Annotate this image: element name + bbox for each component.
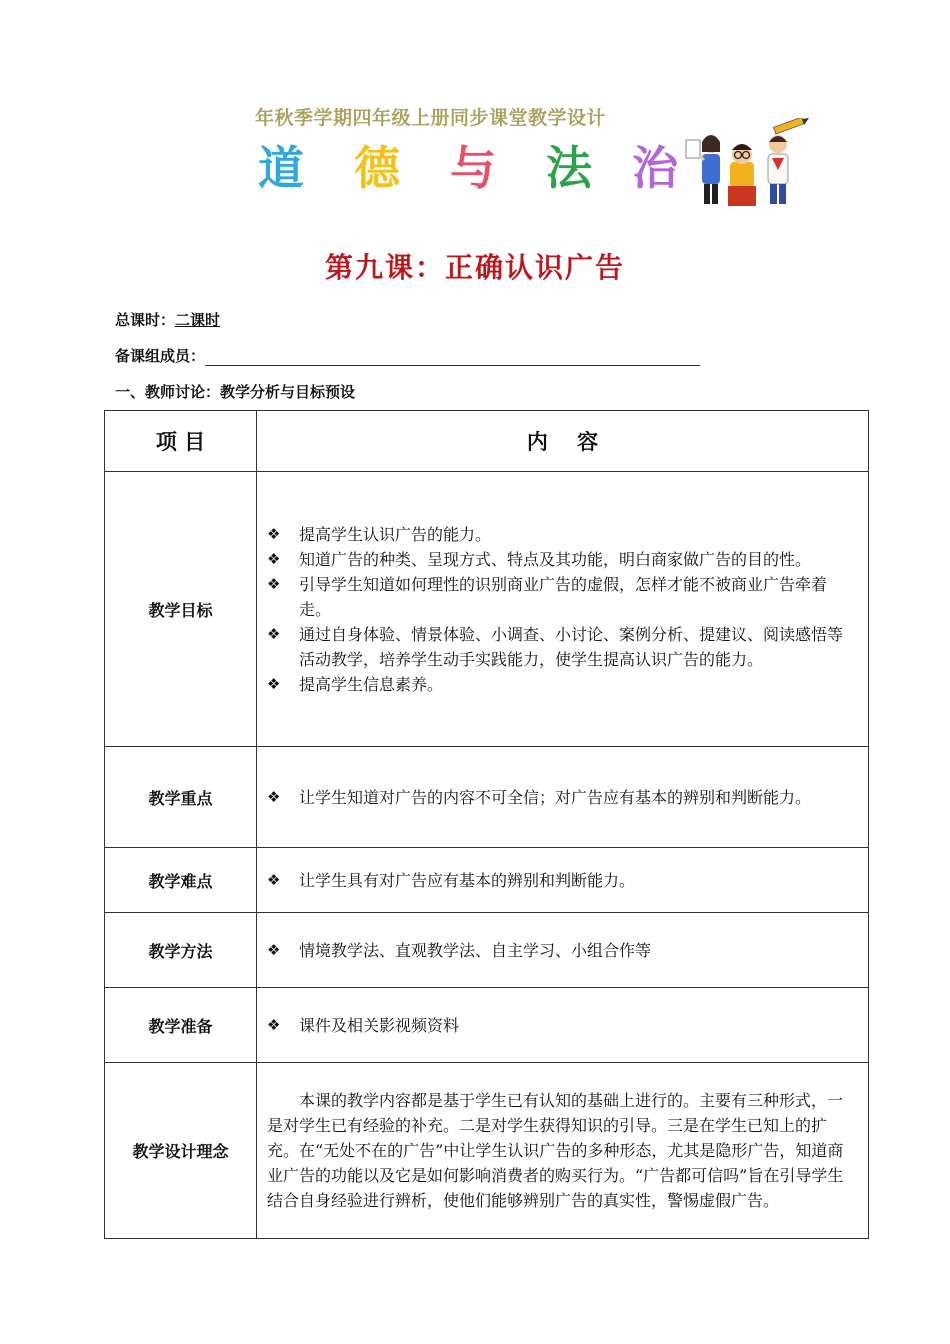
list-item: ❖ 提高学生信息素养。 [267,672,854,697]
table-row [105,848,869,913]
total-hours [115,309,220,330]
list-item: ❖ 知道广告的种类、呈现方式、特点及其功能，明白商家做广告的目的性。 [267,547,854,572]
diamond-bullet-icon: ❖ [267,549,281,568]
list-item: ❖ 让学生具有对广告应有基本的辨别和判断能力。 [267,868,854,893]
diamond-bullet-icon: ❖ [267,624,281,643]
list-item: ❖ 情境教学法、直观教学法、自主学习、小组合作等 [267,938,854,963]
row-label: 教学准备 [105,988,257,1063]
subject-title [258,140,698,200]
table-row [105,472,869,747]
row-label: 教学目标 [105,472,257,747]
list-item: ❖ 通过自身体验、情景体验、小调查、小讨论、案例分析、提建议、阅读感悟等活动教学，培养学生动手实践能力，使学生提高认识广告的能力。 [267,622,854,672]
table-row [105,1063,869,1239]
bullet-list [267,522,854,697]
list-item: ❖ 让学生知道对广告的内容不可全信；对广告应有基本的辨别和判断能力。 [267,785,854,810]
row-label: 教学难点 [105,848,257,913]
subject-char: 德 [354,141,400,195]
diamond-bullet-icon: ❖ [267,574,281,593]
students-illustration [680,118,810,210]
diamond-bullet-icon: ❖ [267,787,281,806]
table-row [105,988,869,1063]
bullet-list [267,868,854,893]
list-item: ❖ 引导学生知道如何理性的识别商业广告的虚假，怎样才能不被商业广告牵着走。 [267,572,854,622]
header-content: 内 容 [257,411,869,472]
subject-char: 法 [546,141,592,195]
total-hours-label: 总课时： [115,311,176,329]
bullet-list [267,1013,854,1038]
header-item: 项 目 [105,411,257,472]
row-label: 教学重点 [105,747,257,848]
design-philosophy-text: 本课的教学内容都是基于学生已有认知的基础上进行的。主要有三种形式，一是对学生已有经验的补充。二是对学生获得知识的引导。三是在学生已知上的扩充。在“无处不在的广告”中让学生认识广告的多种形态，尤其是隐形广告，知道商业广告的功能以及它是如何影响消费者的购买行为。“广告都可信吗”旨在引导学生结合自身经验进行辨析，使他们能够辨别广告的真实性，警惕虚假广告。 [267,1091,844,1210]
row-label: 教学方法 [105,913,257,988]
members-label: 备课组成员： [115,347,206,365]
diamond-bullet-icon: ❖ [267,524,281,543]
bullet-list [267,938,854,963]
list-item: ❖ 课件及相关影视频资料 [267,1013,854,1038]
lesson-title: 第九课：正确认识广告 [324,251,625,284]
total-hours-value: 二课时 [175,311,221,329]
lesson-plan-table [104,410,869,1239]
list-item: ❖ 提高学生认识广告的能力。 [267,522,854,547]
prep-group-members [115,345,700,366]
subject-char: 治 [632,141,678,195]
row-label: 教学设计理念 [105,1063,257,1239]
diamond-bullet-icon: ❖ [267,674,281,693]
members-blank-line [205,349,700,366]
diamond-bullet-icon: ❖ [267,870,281,889]
diamond-bullet-icon: ❖ [267,940,281,959]
section-heading: 一、教师讨论：教学分析与目标预设 [115,383,356,401]
subject-char: 道 [258,141,304,195]
subject-char: 与 [450,141,496,195]
table-row [105,747,869,848]
diamond-bullet-icon: ❖ [267,1015,281,1034]
banner-subtitle: 年秋季学期四年级上册同步课堂教学设计 [255,107,607,129]
bullet-list [267,785,854,810]
table-row [105,913,869,988]
table-header-row [105,411,869,472]
